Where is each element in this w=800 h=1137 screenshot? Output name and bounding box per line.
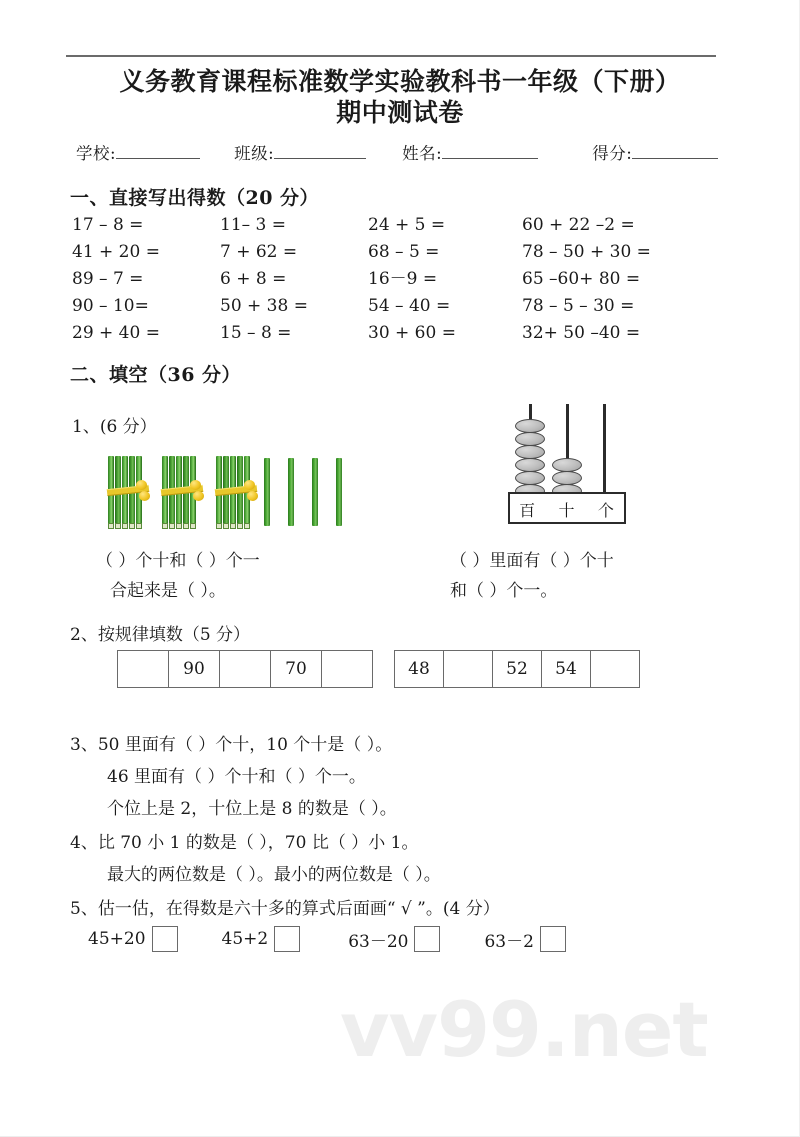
question-1-left-line-2: 合起来是（ ）。 xyxy=(110,581,226,601)
field-school xyxy=(76,140,200,164)
question-2-label: 2、按规律填数（5 分） xyxy=(70,625,251,645)
question-5-items xyxy=(88,926,688,952)
section-2-heading: 二、填空（36 分） xyxy=(70,364,242,386)
page-title xyxy=(0,66,800,128)
estimate-item xyxy=(88,926,178,952)
arithmetic-problem: 41 + 20 = xyxy=(72,242,160,262)
question-4-line-1: 4、比 70 小 1 的数是（ ），70 比（ ）小 1。 xyxy=(70,833,419,853)
abacus-rod-ones xyxy=(603,404,606,496)
single-stick xyxy=(288,458,294,526)
header-rule xyxy=(66,55,716,57)
stick-bundle xyxy=(162,456,202,528)
field-school-blank[interactable] xyxy=(116,143,200,159)
question-1-right-line-2: 和（ ）个一。 xyxy=(450,581,558,601)
abacus-bead xyxy=(552,458,582,472)
arithmetic-problem: 50 + 38 = xyxy=(220,296,308,316)
section-1-heading: 一、直接写出得数（20 分） xyxy=(70,187,320,209)
number-sequence-table-b xyxy=(394,650,640,688)
abacus-bead xyxy=(515,445,545,459)
field-school-label: 学校: xyxy=(76,144,117,163)
table-cell[interactable]: 90 xyxy=(169,651,220,688)
table-cell[interactable] xyxy=(444,651,493,688)
arithmetic-row xyxy=(72,320,732,347)
arithmetic-row xyxy=(72,293,732,320)
counting-sticks-illustration xyxy=(108,456,323,528)
field-class-blank[interactable] xyxy=(274,143,366,159)
table-cell[interactable]: 70 xyxy=(271,651,322,688)
field-class-label: 班级: xyxy=(234,144,275,163)
field-score-blank[interactable] xyxy=(632,143,718,159)
student-info-row xyxy=(76,140,726,164)
question-3-line-1: 3、50 里面有（ ）个十，10 个十是（ ）。 xyxy=(70,735,393,755)
stick-bundle xyxy=(108,456,148,528)
arithmetic-problem: 78 – 50 + 30 = xyxy=(522,242,651,262)
arithmetic-problem: 30 + 60 = xyxy=(368,323,456,343)
table-cell[interactable]: 54 xyxy=(542,651,591,688)
estimate-expression: 45+20 xyxy=(88,929,146,949)
bundle-knot xyxy=(193,491,204,501)
single-stick xyxy=(336,458,342,526)
abacus-bead xyxy=(515,458,545,472)
arithmetic-problem: 60 + 22 –2 = xyxy=(522,215,635,235)
arithmetic-problem: 17 – 8 = xyxy=(72,215,144,235)
watermark: vv99.net xyxy=(340,985,708,1074)
bundle-knot xyxy=(244,480,255,490)
arithmetic-row xyxy=(72,266,732,293)
abacus-bead xyxy=(515,432,545,446)
field-name xyxy=(402,140,538,164)
table-cell[interactable]: 48 xyxy=(395,651,444,688)
arithmetic-problem: 32+ 50 –40 = xyxy=(522,323,641,343)
arithmetic-problem: 78 – 5 – 30 = xyxy=(522,296,635,316)
bundle-knot xyxy=(139,491,150,501)
abacus-illustration xyxy=(508,404,632,526)
abacus-place-labels xyxy=(508,494,626,524)
table-row xyxy=(395,651,640,688)
arithmetic-problem: 89 – 7 = xyxy=(72,269,144,289)
estimate-checkbox[interactable] xyxy=(152,926,178,952)
table-cell[interactable] xyxy=(591,651,640,688)
title-line-1: 义务教育课程标准数学实验教科书一年级（下册） xyxy=(119,67,681,96)
arithmetic-grid xyxy=(72,212,732,347)
arithmetic-problem: 15 – 8 = xyxy=(220,323,292,343)
stick-bundle xyxy=(216,456,256,528)
field-score-label: 得分: xyxy=(592,144,633,163)
question-1-right-line-1: （ ）里面有（ ）个十 xyxy=(450,551,614,571)
single-stick xyxy=(312,458,318,526)
arithmetic-problem: 6 + 8 = xyxy=(220,269,287,289)
arithmetic-problem: 54 – 40 = xyxy=(368,296,451,316)
abacus-bead xyxy=(515,419,545,433)
arithmetic-problem: 7 + 62 = xyxy=(220,242,298,262)
arithmetic-problem: 90 – 10= xyxy=(72,296,149,316)
estimate-checkbox[interactable] xyxy=(540,926,566,952)
field-class xyxy=(234,140,366,164)
estimate-item xyxy=(484,926,565,952)
estimate-expression: 63－2 xyxy=(484,931,534,952)
estimate-expression: 45+2 xyxy=(221,929,269,949)
arithmetic-problem: 29 + 40 = xyxy=(72,323,160,343)
title-line-2: 期中测试卷 xyxy=(336,98,464,127)
question-1-label: 1、(6 分） xyxy=(72,417,157,437)
arithmetic-problem: 24 + 5 = xyxy=(368,215,446,235)
abacus-bead xyxy=(552,471,582,485)
arithmetic-problem: 65 –60+ 80 = xyxy=(522,269,641,289)
question-3-line-2: 46 里面有（ ）个十和（ ）个一。 xyxy=(107,767,366,787)
field-name-label: 姓名: xyxy=(402,144,443,163)
single-stick xyxy=(264,458,270,526)
estimate-item xyxy=(222,926,301,952)
bundle-knot xyxy=(136,480,147,490)
field-name-blank[interactable] xyxy=(442,143,538,159)
arithmetic-problem: 16－9 = xyxy=(368,269,438,289)
question-3-line-3: 个位上是 2，十位上是 8 的数是（ ）。 xyxy=(107,799,397,819)
bundle-knot xyxy=(190,480,201,490)
question-4-line-2: 最大的两位数是（ ）。最小的两位数是（ ）。 xyxy=(107,865,441,885)
question-1-left-line-1: （ ）个十和（ ）个一 xyxy=(96,551,260,571)
table-cell[interactable] xyxy=(220,651,271,688)
table-cell[interactable] xyxy=(322,651,373,688)
question-5-line-1: 5、估一估，在得数是六十多的算式后面画“ √ ”。(4 分） xyxy=(70,899,500,919)
arithmetic-problem: 68 – 5 = xyxy=(368,242,440,262)
estimate-checkbox[interactable] xyxy=(274,926,300,952)
estimate-item xyxy=(348,926,440,952)
abacus-label-hundreds: 百 xyxy=(519,500,537,520)
bundle-knot xyxy=(247,491,258,501)
table-cell[interactable]: 52 xyxy=(493,651,542,688)
abacus-label-tens: 十 xyxy=(558,500,576,520)
field-score xyxy=(592,140,718,164)
arithmetic-row xyxy=(72,239,732,266)
table-row xyxy=(118,651,373,688)
arithmetic-problem: 11– 3 = xyxy=(220,215,286,235)
abacus-label-ones: 个 xyxy=(597,500,615,520)
abacus-bead xyxy=(515,471,545,485)
estimate-checkbox[interactable] xyxy=(414,926,440,952)
table-cell[interactable] xyxy=(118,651,169,688)
arithmetic-row xyxy=(72,212,732,239)
number-sequence-table-a xyxy=(117,650,373,688)
estimate-expression: 63－20 xyxy=(348,931,409,952)
